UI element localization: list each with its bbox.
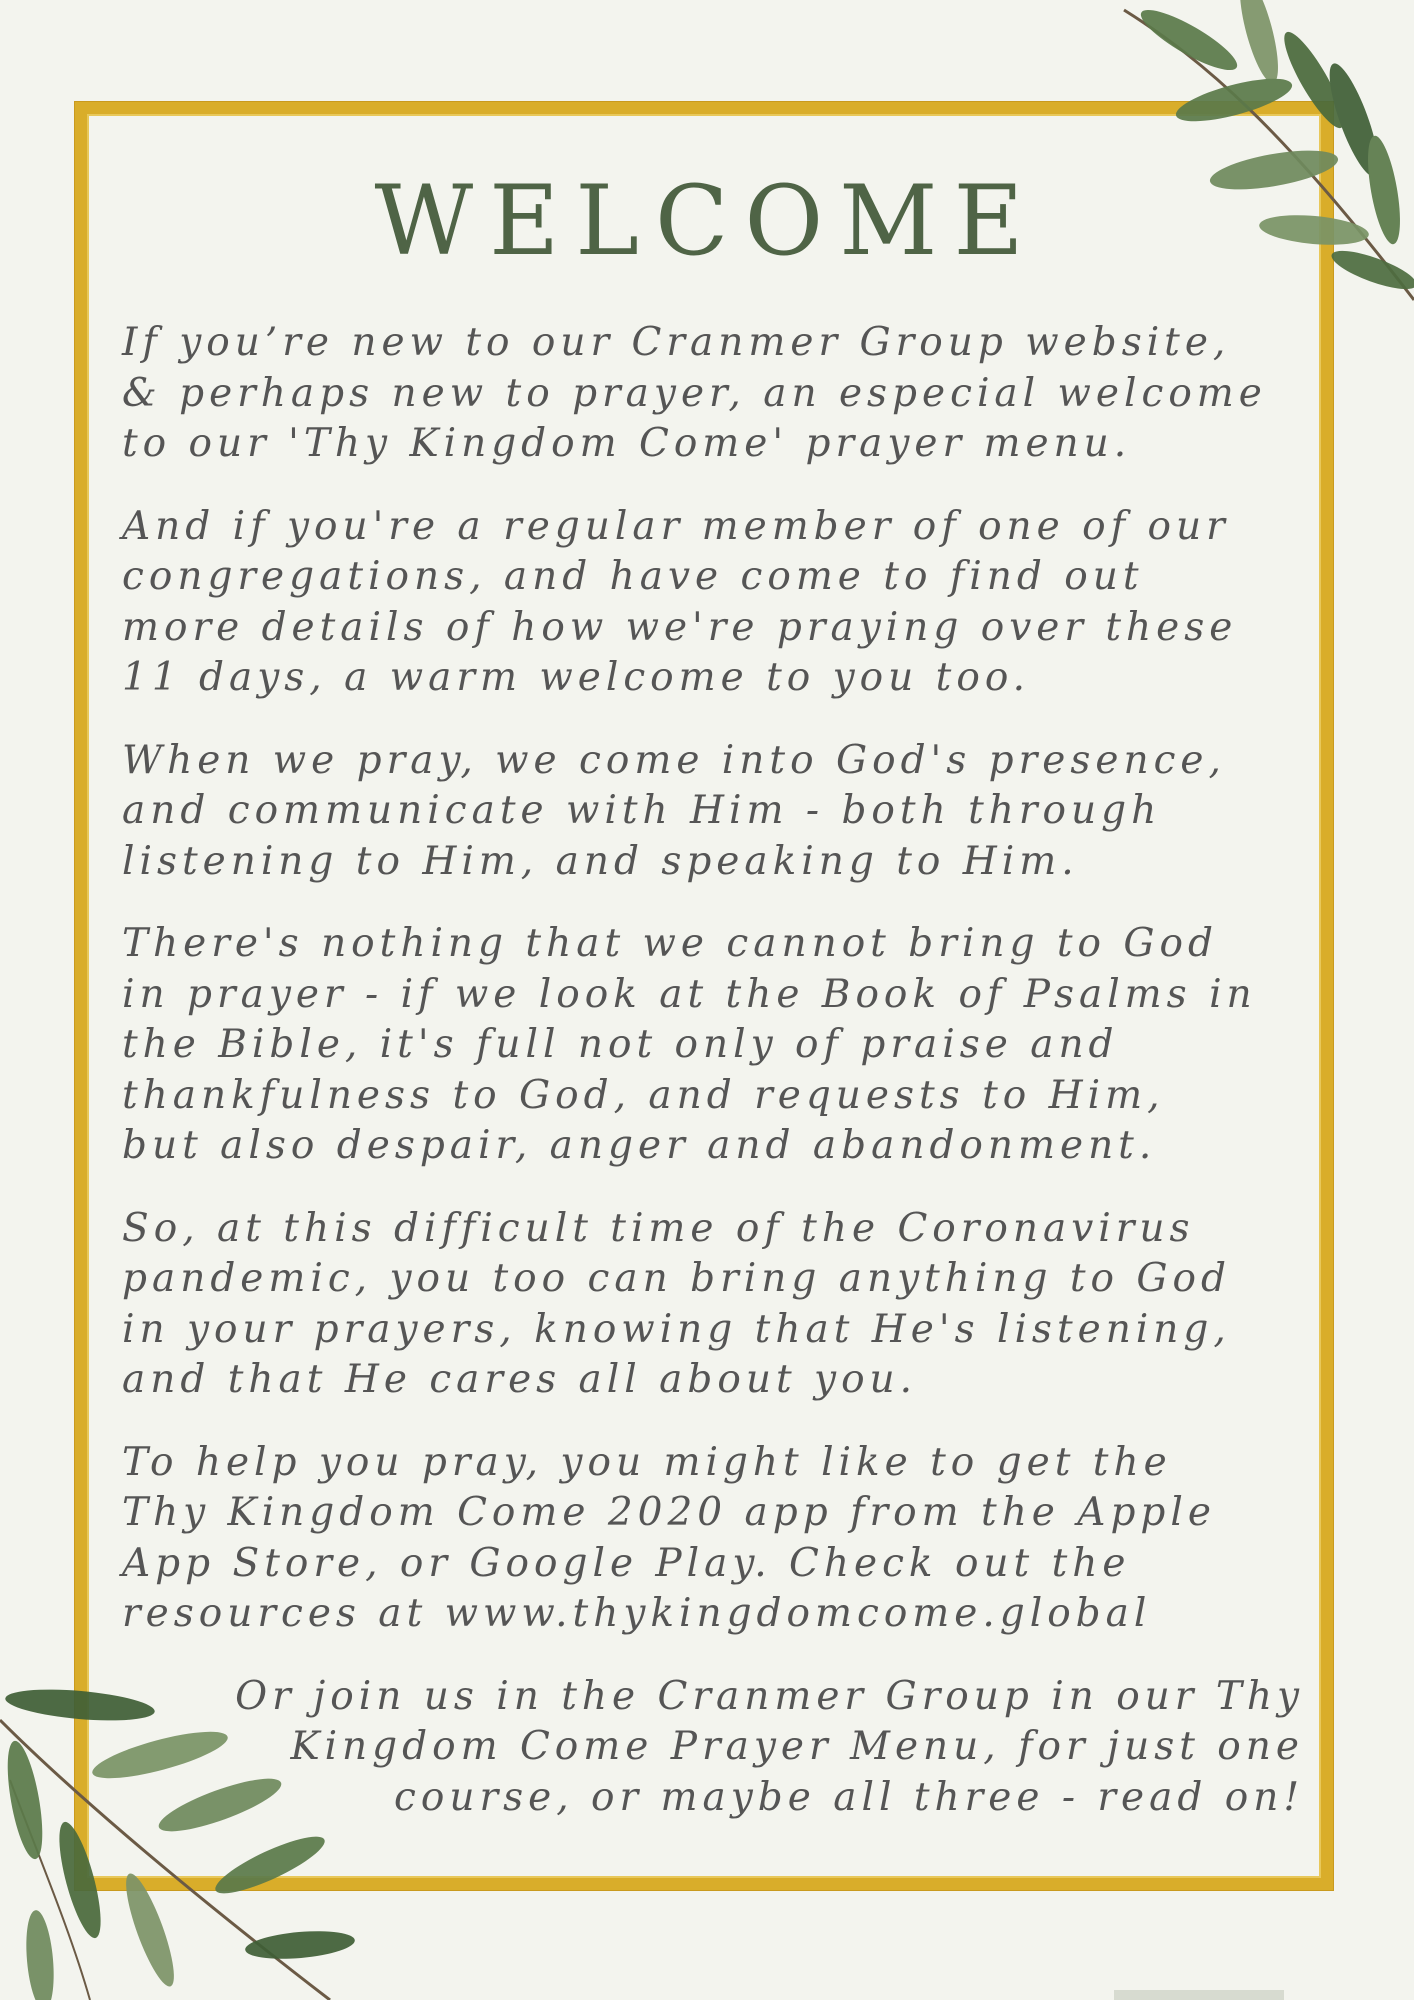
paragraph-what-is-prayer: When we pray, we come into God's presence, and communicate with Him - both through listening to Him, and speaking to Him.: [122, 737, 1226, 884]
page-title: WELCOME: [374, 165, 1040, 277]
paragraph-psalms: There's nothing that we cannot bring to God in prayer - if we look at the Book of Psalms in the Bible, it's full not only of praise and thankfulness to God, and requests to Him, but also despair, anger and abandonment.: [122, 921, 1257, 1168]
paragraph-new-visitors: If you’re new to our Cranmer Group website, & perhaps new to prayer, an especial welcome to our 'Thy Kingdom Come' prayer menu.: [122, 320, 1267, 466]
welcome-body: [122, 318, 1322, 1855]
paragraph-coronavirus: So, at this difficult time of the Coronavirus pandemic, you too can bring anything to God in your prayers, knowing that He's listening, and that He cares all about you.: [122, 1205, 1231, 1402]
paragraph-regular-members: And if you're a regular member of one of our congregations, and have come to find out more details of how we're praying over these 11 days, a warm welcome to you too.: [122, 503, 1238, 700]
bottom-edge-mark: [1114, 1990, 1284, 2000]
paragraph-closing: Or join us in the Cranmer Group in our Thy Kingdom Come Prayer Menu, for just one course, or maybe all three - read on!: [235, 1673, 1304, 1820]
paragraph-app-resources: To help you pray, you might like to get the Thy Kingdom Come 2020 app from the Apple App Store, or Google Play. Check out the resources at www.thykingdomcome.global: [122, 1439, 1216, 1636]
